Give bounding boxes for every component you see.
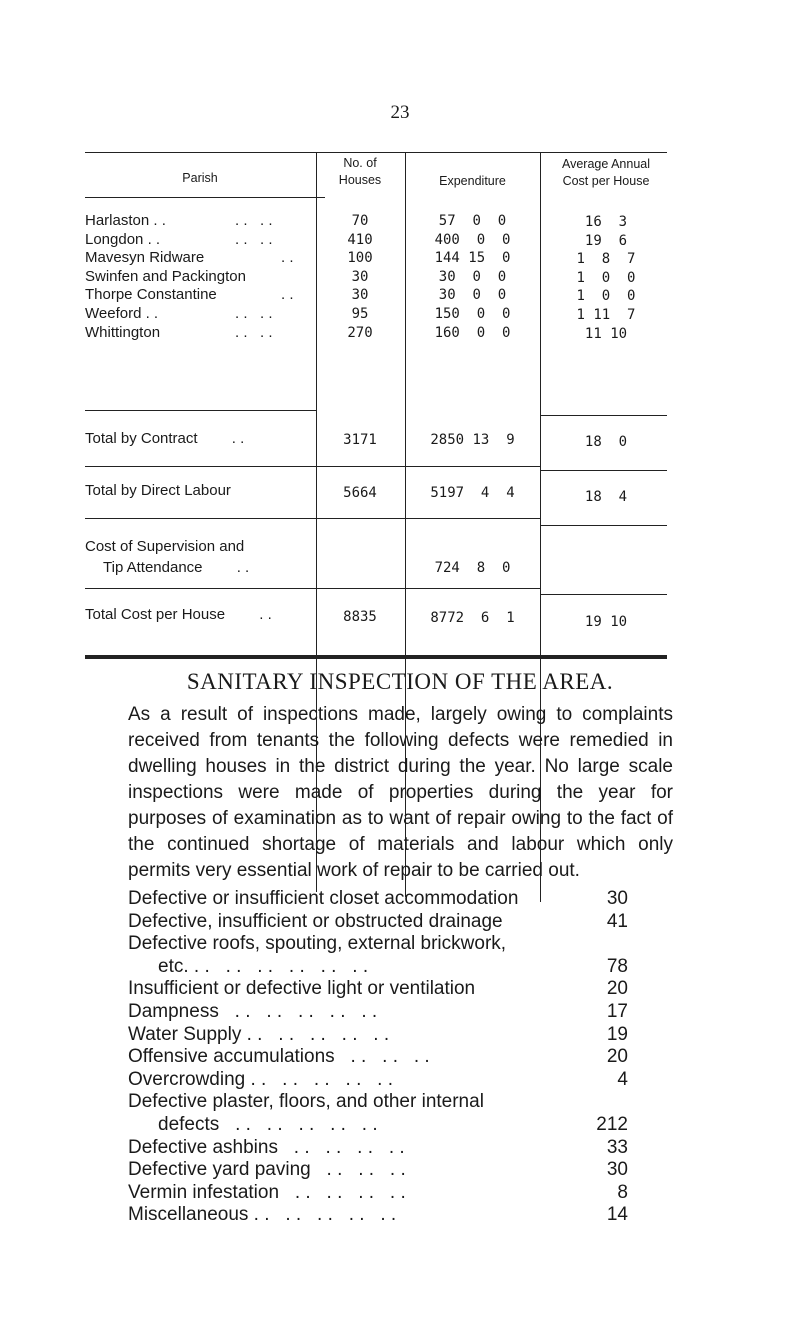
parish-average: 1 0 0 bbox=[576, 288, 636, 305]
defect-label: Defective yard paving . . . . . . bbox=[128, 1159, 406, 1181]
total-cost-text: Total Cost per House bbox=[85, 606, 226, 623]
table-top-rule bbox=[85, 152, 667, 153]
row-rule-4 bbox=[85, 588, 540, 589]
defect-count: 78 bbox=[606, 955, 628, 977]
row-rule-3 bbox=[85, 518, 540, 519]
defect-label: Offensive accumulations . . . . . . bbox=[128, 1046, 430, 1068]
parish-name: Swinfen and Packington bbox=[85, 267, 246, 285]
parish-name: Weeford . . bbox=[85, 305, 159, 322]
defect-count: 212 bbox=[596, 1114, 628, 1135]
header-average bbox=[542, 156, 670, 190]
total-cost-dots: . . bbox=[259, 606, 272, 623]
parish-name: Mavesyn Ridware bbox=[85, 249, 205, 267]
parish-houses: 30 bbox=[351, 268, 369, 285]
defect-label: Defective roofs, spouting, external brickwork, bbox=[128, 933, 507, 955]
header-average-line1: Average Annual bbox=[561, 157, 651, 171]
header-parish: Parish bbox=[182, 171, 218, 185]
total-contract-exp: 2850 13 9 bbox=[430, 432, 515, 448]
parish-average: 16 3 bbox=[584, 214, 628, 230]
defect-count: 14 bbox=[606, 1204, 628, 1226]
parish-name: Whittington bbox=[85, 323, 161, 341]
defect-count: 20 bbox=[606, 978, 628, 1000]
defect-count: 4 bbox=[617, 1068, 628, 1090]
total-direct-exp: 5197 4 4 bbox=[430, 485, 515, 501]
defect-label: Defective plaster, floors, and other internal bbox=[128, 1091, 484, 1113]
parish-name: Thorpe Constantine bbox=[85, 286, 217, 304]
supervision-exp: 724 8 0 bbox=[434, 560, 511, 576]
parish-dots: . . bbox=[281, 286, 294, 304]
supervision-label bbox=[85, 536, 249, 578]
total-contract-text: Total by Contract bbox=[85, 430, 198, 447]
parish-dots: . . . . bbox=[235, 230, 273, 248]
total-direct-houses: 5664 bbox=[343, 485, 377, 501]
defect-count: 30 bbox=[606, 1159, 628, 1181]
parish-houses: 70 bbox=[351, 213, 369, 229]
parish-houses: 410 bbox=[347, 231, 373, 248]
section-paragraph: As a result of inspections made, largely owing to complaints received from tenants the following defects were remedied in dwelling houses in the district during the year. No large scale inspections were made of properties during the year for purposes of examination as to want of repair owing to the fact of the continued shortage of materials and labour which only permits very essential work of repair to be carried out. bbox=[128, 704, 673, 881]
page-number: 23 bbox=[390, 102, 410, 123]
parish-average: 11 10 bbox=[584, 325, 628, 342]
header-expenditure: Expenditure bbox=[439, 174, 506, 188]
defect-label: Overcrowding . . . . . . . . . . bbox=[128, 1068, 394, 1090]
supervision-line2-text: Tip Attendance bbox=[103, 559, 203, 576]
total-cost-label bbox=[85, 606, 272, 623]
defect-label: Vermin infestation . . . . . . . . bbox=[128, 1181, 406, 1203]
total-direct-label: Total by Direct Labour bbox=[85, 482, 231, 499]
parish-dots: . . . . bbox=[235, 305, 273, 322]
defect-count: 41 bbox=[606, 910, 628, 932]
parish-expenditure: 400 0 0 bbox=[434, 231, 511, 248]
parish-name: Harlaston . . bbox=[85, 212, 166, 229]
defect-count: 30 bbox=[606, 888, 628, 909]
total-cost-houses: 8835 bbox=[343, 609, 377, 625]
parish-houses: 270 bbox=[347, 324, 373, 341]
parish-houses: 30 bbox=[351, 287, 369, 304]
defect-label: Dampness . . . . . . . . . . bbox=[128, 1001, 378, 1022]
defect-label: etc. . . . . . . . . . . . . bbox=[158, 955, 369, 977]
parish-name: Longdon . . bbox=[85, 230, 161, 248]
supervision-line1: Cost of Supervision and bbox=[85, 538, 245, 555]
header-rule bbox=[85, 197, 325, 198]
section-title: SANITARY INSPECTION OF THE AREA. bbox=[186, 669, 614, 694]
parish-dots: . . bbox=[281, 249, 294, 267]
parish-dots: . . . . bbox=[235, 212, 273, 229]
header-average-line2: Cost per House bbox=[562, 174, 650, 188]
row-rule-1b bbox=[540, 415, 667, 416]
defect-count: 17 bbox=[606, 1001, 628, 1022]
row-rule-1 bbox=[85, 410, 316, 411]
row-rule-2b bbox=[540, 470, 667, 471]
total-contract-label bbox=[85, 430, 244, 447]
total-contract-dots: . . bbox=[231, 430, 245, 447]
defect-label: defects . . . . . . . . . . bbox=[158, 1114, 378, 1135]
total-contract-houses: 3171 bbox=[343, 432, 377, 448]
defect-label: Insufficient or defective light or ventilation bbox=[128, 978, 476, 1000]
total-direct-avg: 18 4 bbox=[584, 489, 628, 505]
table-bottom-rule bbox=[85, 655, 667, 659]
supervision-dots: . . bbox=[236, 559, 250, 576]
parish-expenditure: 30 0 0 bbox=[438, 287, 507, 304]
defect-count: 19 bbox=[606, 1023, 628, 1045]
parish-expenditure: 160 0 0 bbox=[434, 324, 511, 341]
defect-count: 33 bbox=[606, 1136, 628, 1158]
total-cost-exp: 8772 6 1 bbox=[430, 610, 515, 626]
parish-average: 19 6 bbox=[584, 232, 628, 249]
defect-label: Water Supply . . . . . . . . . . bbox=[128, 1023, 390, 1045]
parish-average: 1 11 7 bbox=[576, 307, 636, 323]
parish-expenditure: 150 0 0 bbox=[434, 306, 511, 322]
parish-houses: 100 bbox=[347, 250, 373, 267]
row-rule-3b bbox=[540, 525, 667, 526]
defect-label: Defective, insufficient or obstructed drainage bbox=[128, 910, 503, 932]
parish-dots: . . . . bbox=[235, 323, 273, 341]
header-houses-line1: No. of bbox=[343, 156, 377, 170]
header-houses-line2: Houses bbox=[338, 173, 382, 187]
defect-label: Miscellaneous . . . . . . . . . . bbox=[128, 1204, 397, 1226]
parish-average: 1 8 7 bbox=[576, 251, 636, 268]
parish-expenditure: 57 0 0 bbox=[438, 213, 507, 229]
header-houses bbox=[317, 155, 403, 189]
defect-label: Defective or insufficient closet accommodation bbox=[128, 888, 519, 909]
parish-expenditure: 144 15 0 bbox=[434, 250, 511, 267]
defect-count: 20 bbox=[606, 1046, 628, 1068]
row-rule-2 bbox=[85, 466, 540, 467]
row-rule-4b bbox=[540, 594, 667, 595]
defect-count: 8 bbox=[617, 1181, 628, 1203]
supervision-line2 bbox=[85, 557, 249, 578]
defect-label: Defective ashbins . . . . . . . . bbox=[128, 1136, 405, 1158]
total-cost-avg: 19 10 bbox=[584, 614, 628, 630]
parish-houses: 95 bbox=[351, 306, 369, 322]
parish-expenditure: 30 0 0 bbox=[438, 268, 507, 285]
parish-average: 1 0 0 bbox=[576, 269, 636, 286]
total-contract-avg: 18 0 bbox=[584, 434, 628, 450]
